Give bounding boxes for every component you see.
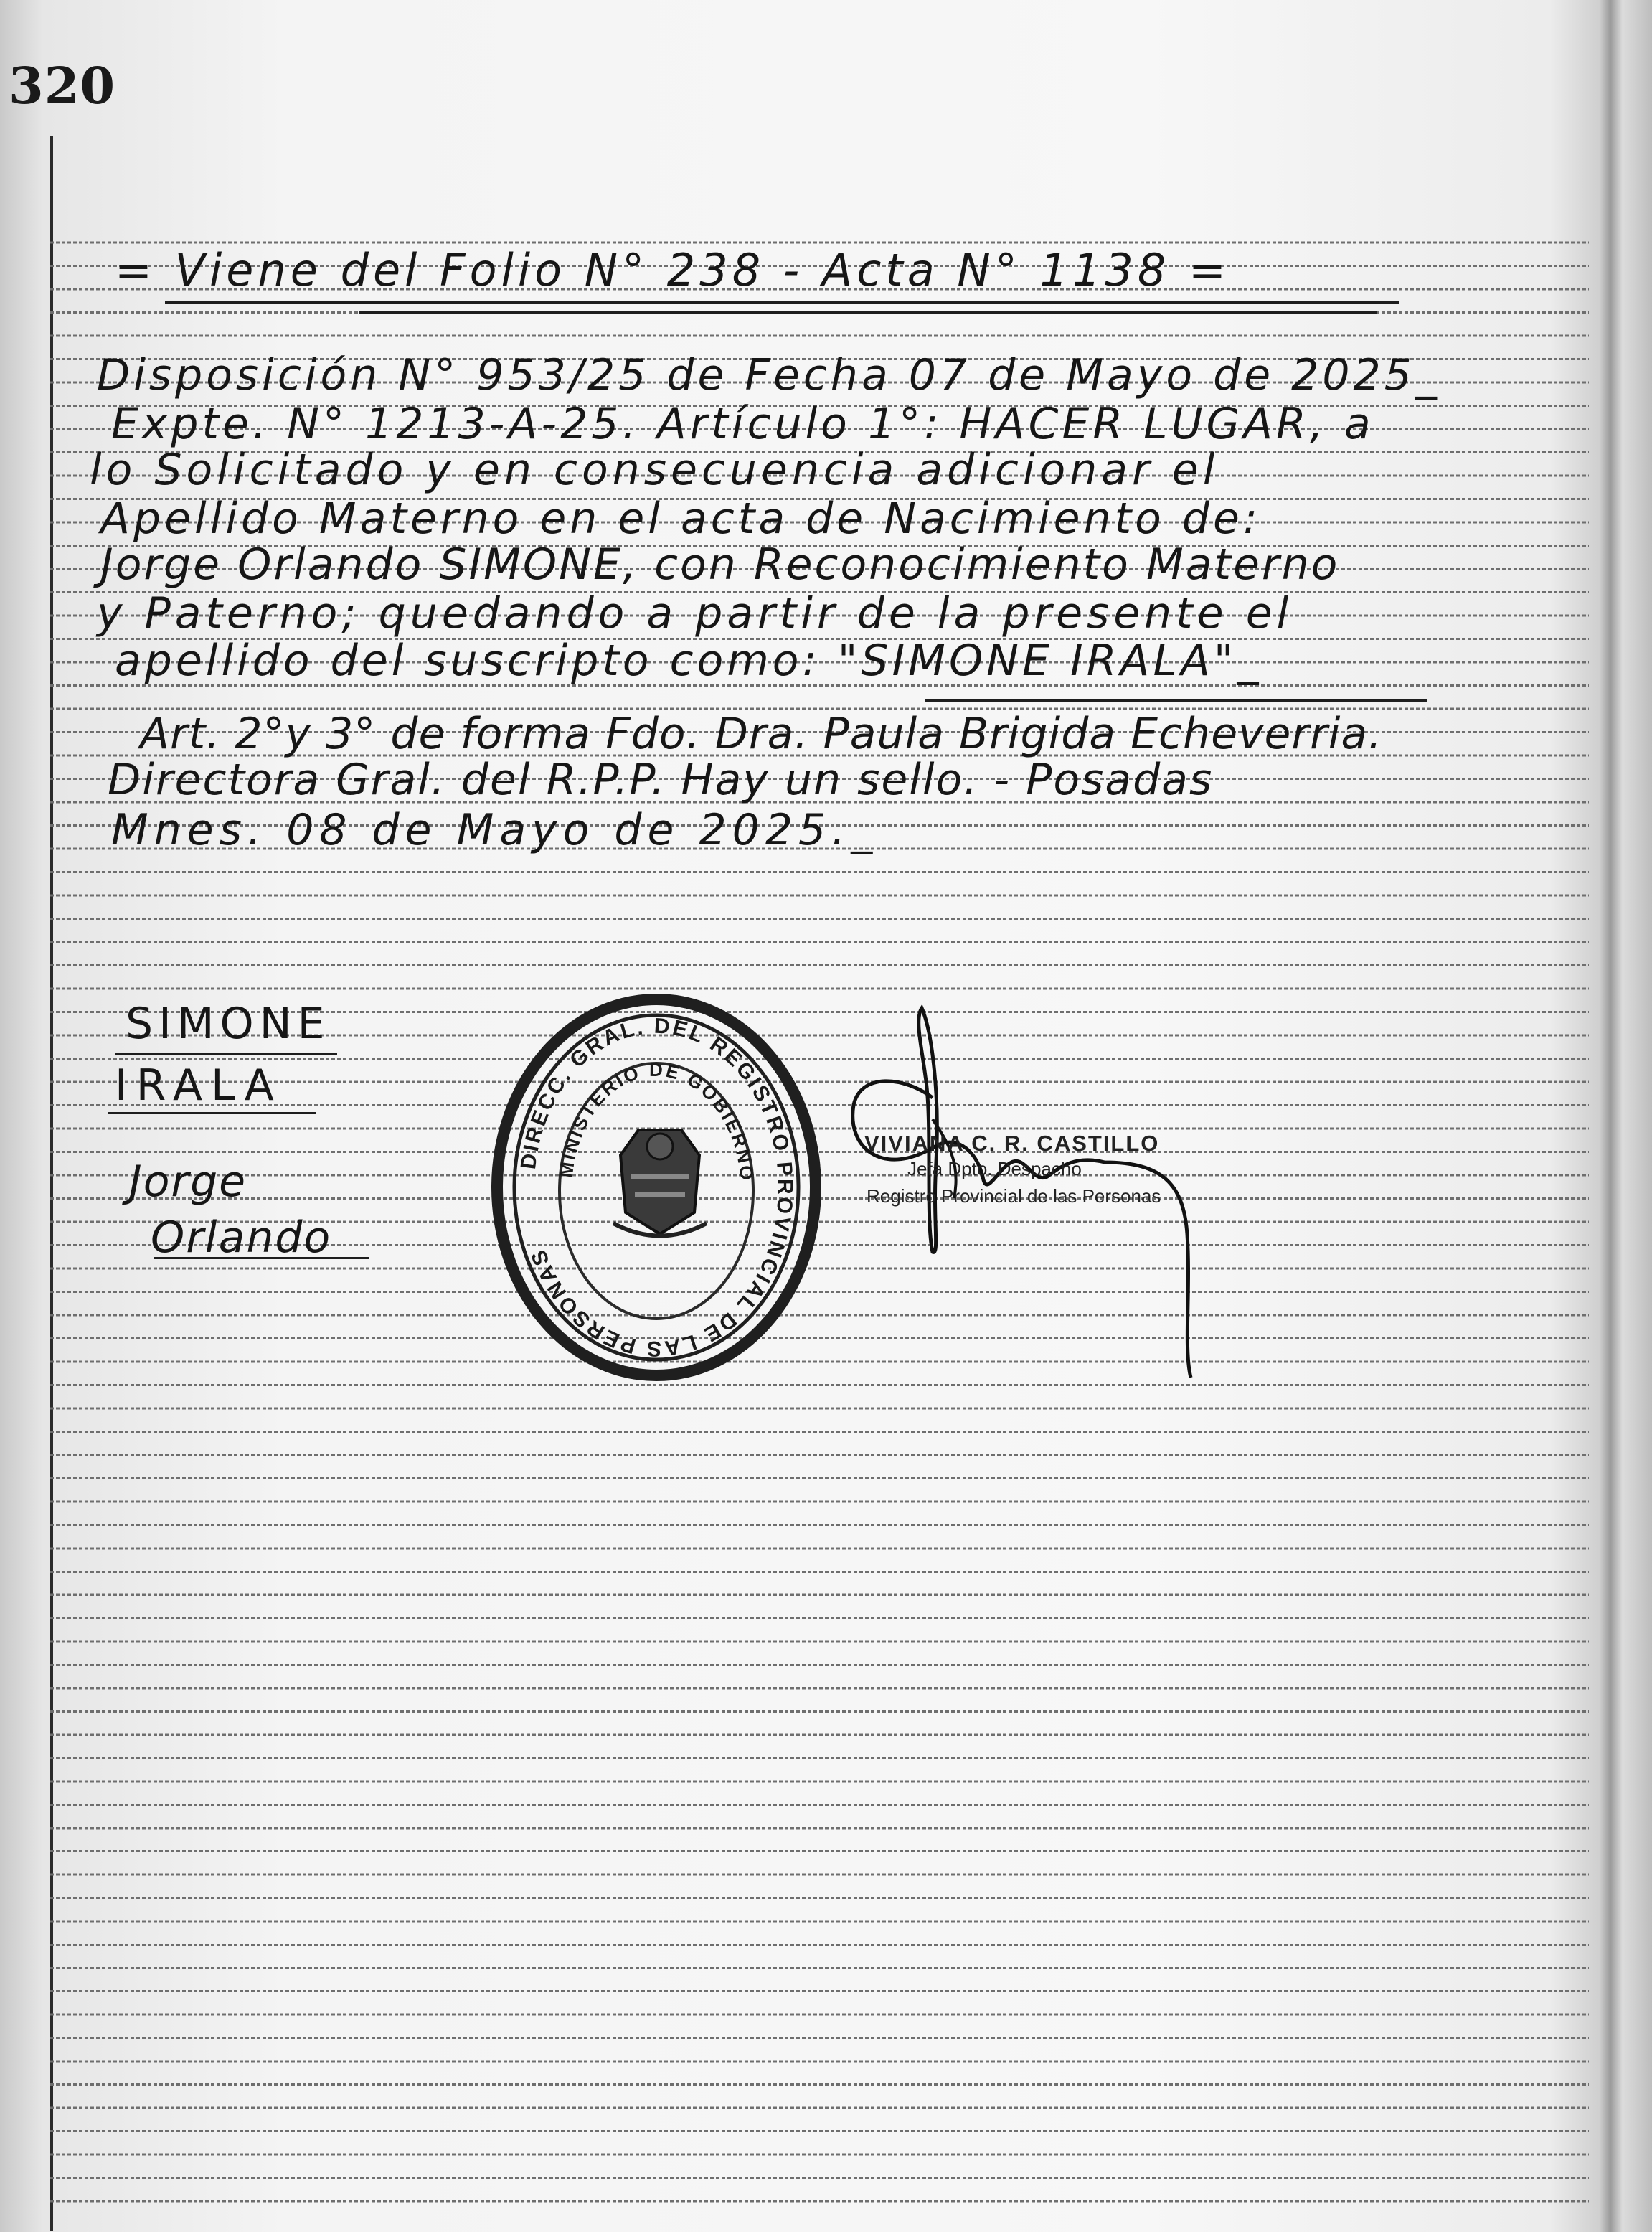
body-line: Jorge Orlando SIMONE, con Reconocimiento Materno <box>100 540 1340 590</box>
header-underline-second <box>359 311 1377 314</box>
margin-note-line: SIMONE <box>126 999 331 1049</box>
margin-note-line: Orlando <box>151 1212 332 1263</box>
signature-stamp-office: Registro Provincial de las Personas <box>867 1185 1161 1207</box>
body-line: Art. 2°y 3° de forma Fdo. Dra. Paula Brigida Echeverria. <box>140 709 1383 759</box>
seal-outer-text: DIRECC. GRAL. DEL REGISTRO PROVINCIAL DE LAS PERSONAS <box>516 1014 798 1361</box>
margin-note-underline <box>154 1257 369 1259</box>
body-line: Disposición N° 953/25 de Fecha 07 de Mayo de 2025_ <box>97 350 1440 400</box>
header-line: = Viene del Folio N° 238 - Acta N° 1138 = <box>115 244 1230 296</box>
body-line: y Paterno; quedando a partir de la presente el <box>97 588 1293 639</box>
margin-note-line: IRALA <box>115 1060 283 1111</box>
body-line: Expte. N° 1213-A-25. Artículo 1°: HACER LUGAR, a <box>111 399 1374 449</box>
header-underline <box>165 301 1399 304</box>
body-line: Apellido Materno en el acta de Nacimiento de: <box>100 494 1262 544</box>
body-line: Directora Gral. del R.P.P. Hay un sello. - Posadas <box>108 755 1214 805</box>
folio-number: 320 <box>9 56 116 116</box>
seal-inner-text: MINISTERIO DE GOBIERNO <box>554 1058 758 1184</box>
signature-stamp-title: Jefa Dpto. Despacho <box>907 1158 1082 1179</box>
margin-note-underline <box>108 1112 316 1114</box>
margin-note-underline <box>115 1053 337 1055</box>
body-line: apellido del suscripto como: "SIMONE IRALA"_ <box>115 636 1262 686</box>
margin-note-line: Jorge <box>129 1157 247 1207</box>
body-line: Mnes. 08 de Mayo de 2025._ <box>111 805 879 855</box>
signature-stamp-name: VIVIANA C. R. CASTILLO <box>864 1131 1160 1156</box>
surname-underline <box>925 699 1427 702</box>
body-line: lo Solicitado y en consecuencia adicionar el <box>90 445 1219 495</box>
